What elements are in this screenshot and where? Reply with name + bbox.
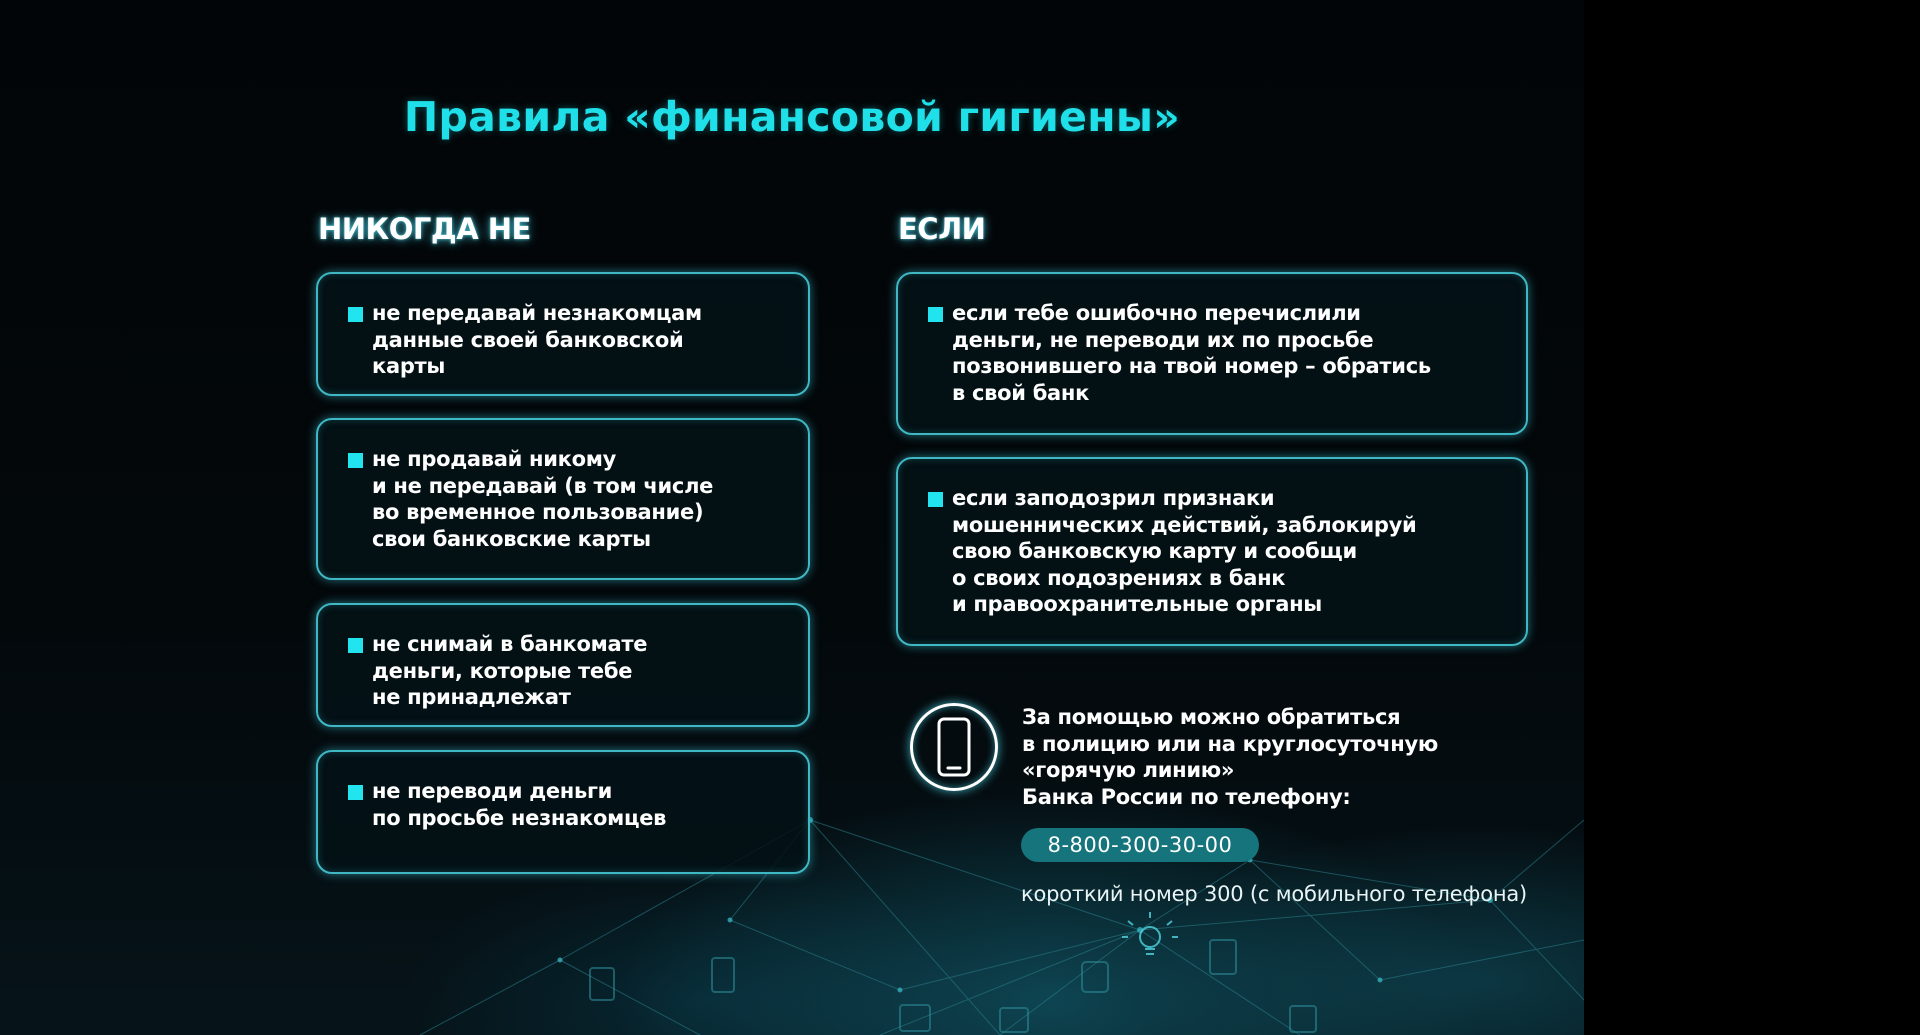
if-heading: ЕСЛИ — [898, 212, 986, 246]
page-title: Правила «финансовой гигиены» — [403, 93, 1181, 141]
bullet-icon — [348, 638, 363, 653]
bullet-icon — [348, 785, 363, 800]
right-margin — [1584, 0, 1920, 1035]
if-card-1-text: если тебе ошибочно перечислили деньги, не переводи их по просьбе позвонившего на твой номер – обратись в свой банк — [952, 301, 1431, 405]
never-card-3 — [316, 603, 810, 727]
never-card-4-text: не переводи деньги по просьбе незнакомцев — [372, 779, 667, 830]
if-card-2-text: если заподозрил признаки мошеннических действий, заблокируй свою банковскую карту и сообщи о своих подозрениях в банк и правоохранительные органы — [952, 486, 1417, 616]
never-card-1-text: не передавай незнакомцам данные своей банковской карты — [372, 301, 702, 378]
never-card-4 — [316, 750, 810, 874]
bullet-icon — [348, 453, 363, 468]
never-card-1 — [316, 272, 810, 396]
short-number-note: короткий номер 300 (с мобильного телефона) — [1021, 882, 1528, 906]
bullet-icon — [348, 307, 363, 322]
help-text: За помощью можно обратиться в полицию или на круглосуточную «горячую линию» Банка России по телефону: — [1022, 705, 1438, 809]
bullet-icon — [928, 307, 943, 322]
hotline-phone-number[interactable]: 8-800-300-30-00 — [1021, 828, 1259, 862]
smartphone-icon-svg — [913, 706, 995, 788]
bullet-icon — [928, 492, 943, 507]
never-card-3-text: не снимай в банкомате деньги, которые тебе не принадлежат — [372, 632, 648, 709]
never-card-2 — [316, 418, 810, 580]
if-card-1 — [896, 272, 1528, 435]
if-card-2 — [896, 457, 1528, 646]
smartphone-icon — [910, 703, 998, 791]
never-card-2-text: не продавай никому и не передавай (в том числе во временное пользование) свои банковские карты — [372, 447, 714, 551]
never-heading: НИКОГДА НЕ — [318, 212, 531, 246]
